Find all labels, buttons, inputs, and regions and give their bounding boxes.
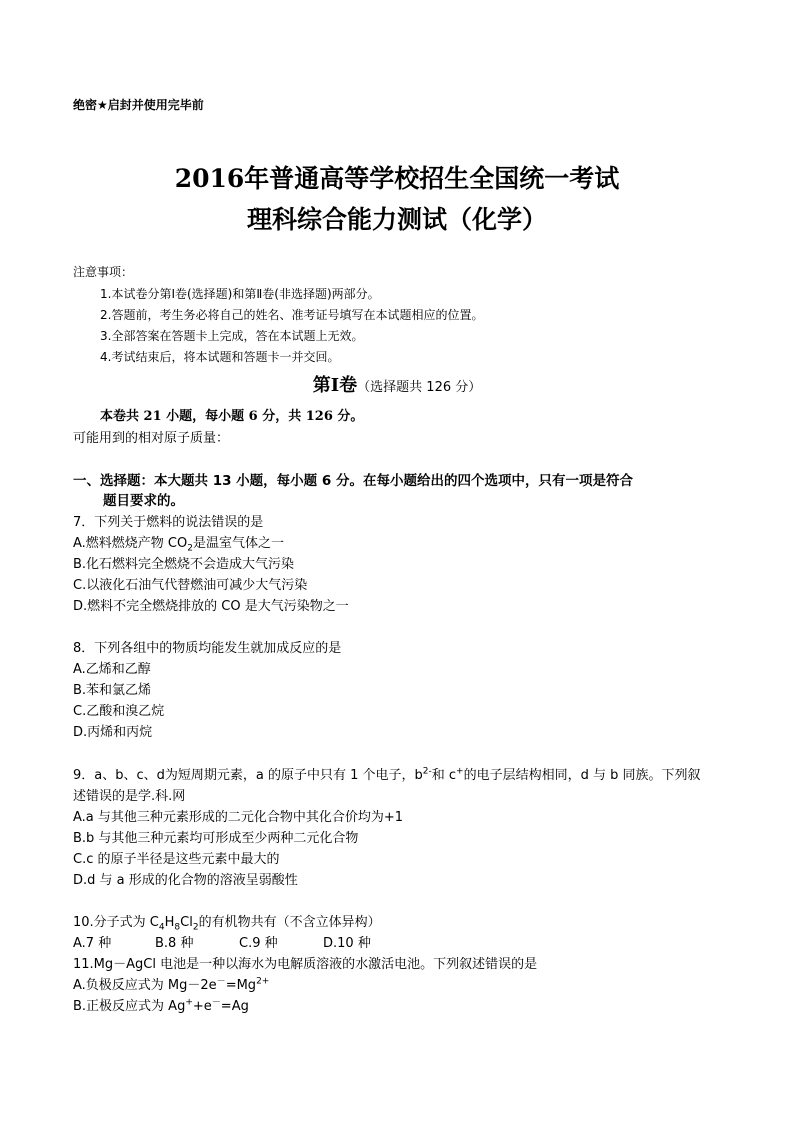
- section-heading: 一、选择题：本大题共 13 小题，每小题 6 分。在每小题给出的四个选项中，只有一项是符合: [73, 473, 633, 489]
- question-7-option-a: A.燃料燃烧产物 $CO_2$是温室气体之一: [73, 536, 284, 554]
- question-7-option-d: D.燃料不完全燃烧排放的 CO 是大气污染物之一: [73, 599, 349, 614]
- question-8-option-a: A.乙烯和乙醇: [73, 662, 151, 677]
- exam-title: 2016年普通高等学校招生全国统一考试: [174, 164, 620, 193]
- question-11-option-a: A.负极反应式为 $Mg-2e^-=Mg^{2+}$: [73, 976, 270, 993]
- question-10-options: [73, 935, 371, 953]
- question-9-stem-cont: 述错误的是学.科.网: [73, 789, 186, 804]
- question-7-option-c: C.以液化石油气代替燃油可减少大气污染: [73, 578, 308, 593]
- note-item: 2.答题前，考生务必将自己的姓名、准考证号填写在本试题相应的位置。: [100, 308, 484, 322]
- exam-subtitle: 理科综合能力测试（化学）: [246, 205, 547, 234]
- section-heading-cont: 题目要求的。: [103, 493, 184, 509]
- question-8-option-d: D.丙烯和丙烷: [73, 725, 153, 740]
- question-10-option-c: C.9 种: [239, 936, 278, 951]
- question-9-option-c: C.c 的原子半径是这些元素中最大的: [73, 852, 280, 867]
- question-8-stem: 8．下列各组中的物质均能发生就加成反应的是: [73, 641, 342, 656]
- question-10-option-b: B.8 种: [155, 936, 194, 951]
- question-10-option-d: D.10 种: [323, 936, 371, 951]
- question-9-option-d: D.d 与 a 形成的化合物的溶液呈弱酸性: [73, 873, 298, 888]
- atomic-mass-note: 可能用到的相对原子质量：: [73, 431, 230, 446]
- note-item: 4.考试结束后，将本试题和答题卡一并交回。: [100, 350, 340, 364]
- question-7-option-b: B.化石燃料完全燃烧不会造成大气污染: [73, 557, 295, 572]
- question-9-option-a: A.a 与其他三种元素形成的二元化合物中其化合价均为+1: [73, 810, 404, 825]
- question-11-option-b: B.正极反应式为 Ag++e－=Ag: [73, 997, 249, 1014]
- volume-name: 第Ⅰ卷: [312, 375, 358, 396]
- note-item: 3.全部答案在答题卡上完成，答在本试题上无效。: [100, 329, 364, 343]
- volume-heading: [0, 374, 794, 400]
- question-7-stem: 7．下列关于燃料的说法错误的是: [73, 515, 264, 530]
- question-8-option-b: B.苯和氯乙烯: [73, 683, 152, 698]
- notes-heading: 注意事项：: [73, 265, 134, 279]
- question-8-option-c: C.乙酸和溴乙烷: [73, 704, 165, 719]
- confidential-label: 绝密★启封并使用完毕前: [73, 98, 204, 112]
- question-10-stem: 10.分子式为 $C_4H_8Cl_2$的有机物共有（不含立体异构）: [73, 915, 381, 933]
- question-9-stem: 9．a、b、c、d为短周期元素，a 的原子中只有 1 个电子，$b^{2-}$和 c+的电子层结构相同，d 与 b 同族。下列叙: [73, 766, 701, 783]
- question-11-stem: 11.Mg－AgCl 电池是一种以海水为电解质溶液的水激活电池。下列叙述错误的是: [73, 957, 538, 972]
- volume-intro: 本卷共 21 小题，每小题 6 分，共 126 分。: [100, 409, 364, 424]
- volume-sub: （选择题共 126 分）: [357, 380, 482, 395]
- question-9-option-b: B.b 与其他三种元素均可形成至少两种二元化合物: [73, 831, 359, 846]
- note-item: 1.本试卷分第Ⅰ卷(选择题)和第Ⅱ卷(非选择题)两部分。: [100, 287, 380, 301]
- question-10-option-a: A.7 种: [73, 936, 112, 951]
